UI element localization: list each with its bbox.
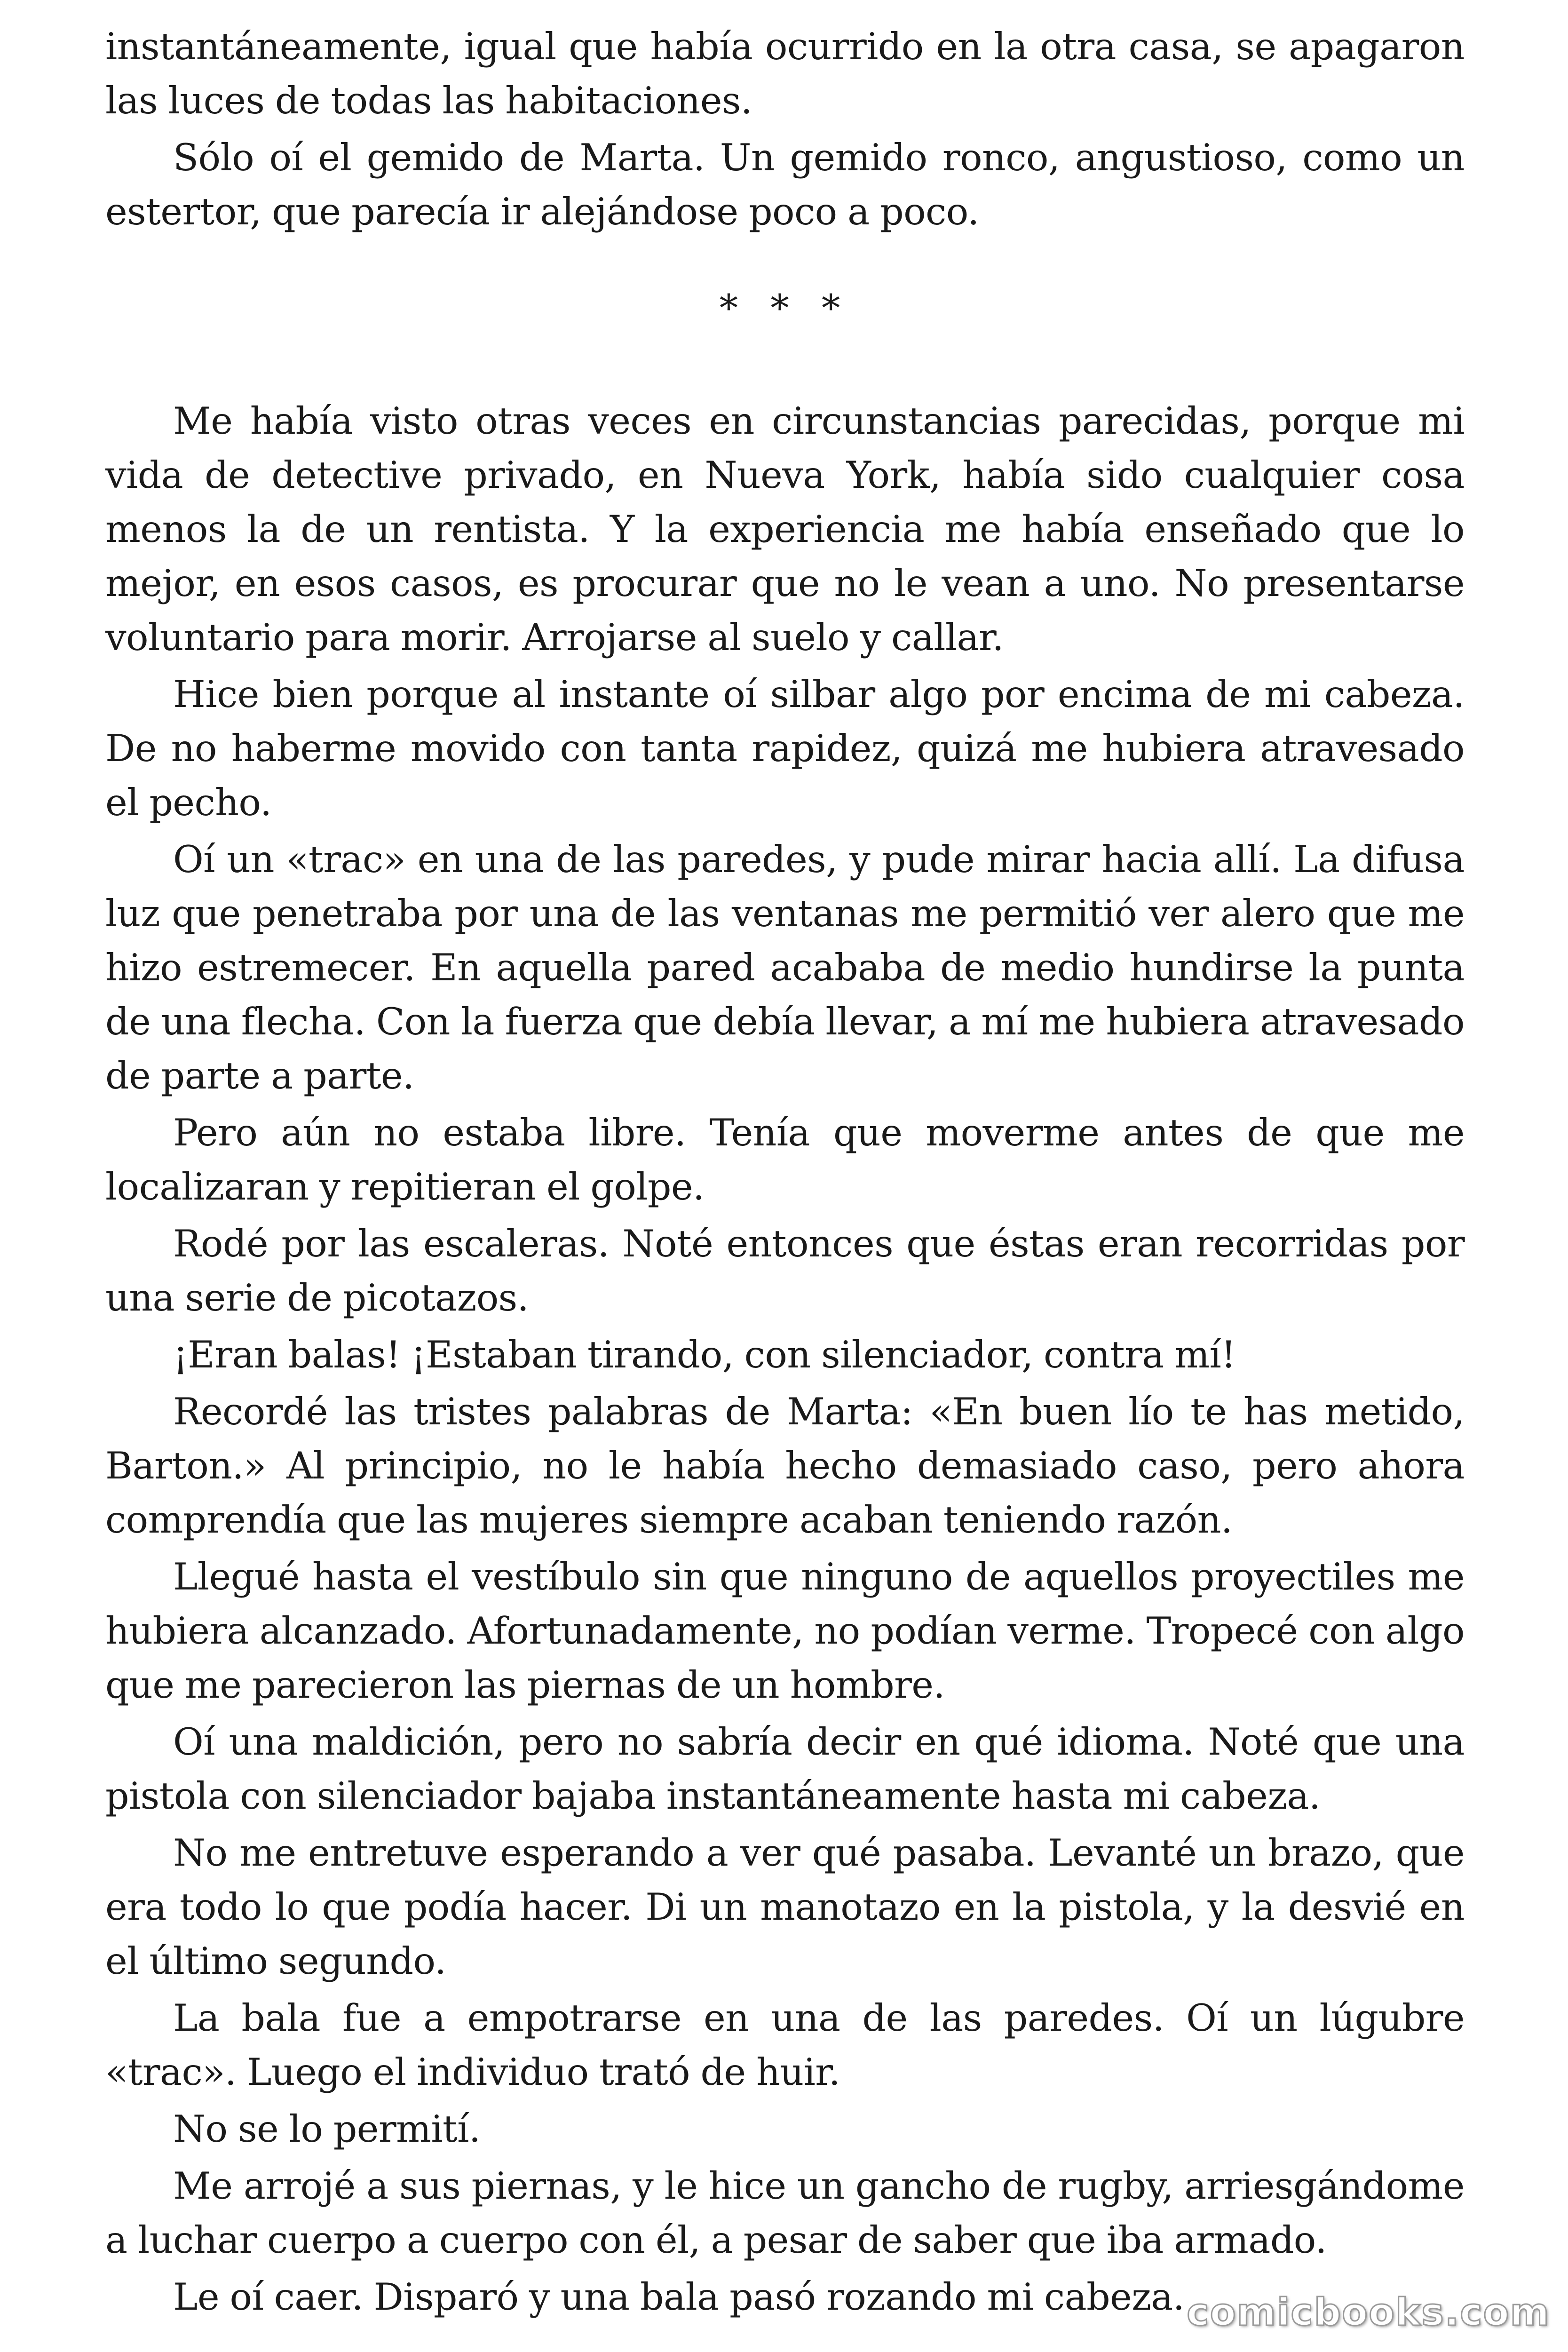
paragraph-6: Pero aún no estaba libre. Tenía que moverme antes de que me localizaran y repitieran el golpe.: [105, 1111, 1465, 1208]
paragraph-4: Hice bien porque al instante oí silbar algo por encima de mi cabeza. De no haberme movido con tanta rapidez, quizá me hubiera atravesado el pecho.: [105, 673, 1465, 824]
paragraph-14: No se lo permití.: [173, 2107, 481, 2151]
paragraph-11: Oí una maldición, pero no sabría decir en qué idioma. Noté que una pistola con silenciador bajaba instantáneamente hasta mi cabeza.: [105, 1720, 1465, 1818]
paragraph-1: instantáneamente, igual que había ocurrido en la otra casa, se apagaron las luces de todas las habitaciones.: [105, 25, 1465, 122]
paragraph-12: No me entretuve esperando a ver qué pasaba. Levanté un brazo, que era todo lo que podía hacer. Di un manotazo en la pistola, y la desvié en el último segundo.: [105, 1831, 1465, 1983]
paragraph-7: Rodé por las escaleras. Noté entonces que éstas eran recorridas por una serie de picotazos.: [105, 1222, 1465, 1319]
paragraph-9: Recordé las tristes palabras de Marta: «En buen lío te has metido, Barton.» Al principio, no le había hecho demasiado caso, pero ahora comprendía que las mujeres siempre acaban teniendo razón.: [105, 1390, 1465, 1542]
paragraph-5: Oí un «trac» en una de las paredes, y pude mirar hacia allí. La difusa luz que penetraba por una de las ventanas me permitió ver alero que me hizo estremecer. En aquella pared acababa de medio hundirse la punta de una flecha. Con la fuerza que debía llevar, a mí me hubiera atravesado de parte a parte.: [105, 838, 1465, 1097]
paragraph-15: Me arrojé a sus piernas, y le hice un gancho de rugby, arriesgándome a luchar cuerpo a cuerpo con él, a pesar de saber que iba armado.: [105, 2164, 1465, 2262]
book-page: [105, 20, 1465, 2327]
paragraph-16: Le oí caer. Disparó y una bala pasó rozando mi cabeza.: [173, 2275, 1185, 2319]
site-watermark: comicbooks.com: [1187, 2290, 1550, 2334]
paragraph-3: Me había visto otras veces en circunstancias parecidas, porque mi vida de detective privado, en Nueva York, había sido cualquier cosa menos la de un rentista. Y la experiencia me había enseñado que lo mejor, en esos casos, es procurar que no le vean a uno. No presentarse voluntario para morir. Arrojarse al suelo y callar.: [105, 399, 1465, 659]
paragraph-10: Llegué hasta el vestíbulo sin que ninguno de aquellos proyectiles me hubiera alcanzado. Afortunadamente, no podían verme. Tropecé con algo que me parecieron las piernas de un hombre.: [105, 1555, 1465, 1707]
scene-break-asterisks: * * *: [719, 286, 851, 330]
paragraph-8: ¡Eran balas! ¡Estaban tirando, con silenciador, contra mí!: [173, 1333, 1236, 1376]
paragraph-2: Sólo oí el gemido de Marta. Un gemido ronco, angustioso, como un estertor, que parecía ir alejándose poco a poco.: [105, 136, 1465, 233]
paragraph-13: La bala fue a empotrarse en una de las paredes. Oí un lúgubre «trac». Luego el individuo trató de huir.: [105, 1996, 1465, 2094]
